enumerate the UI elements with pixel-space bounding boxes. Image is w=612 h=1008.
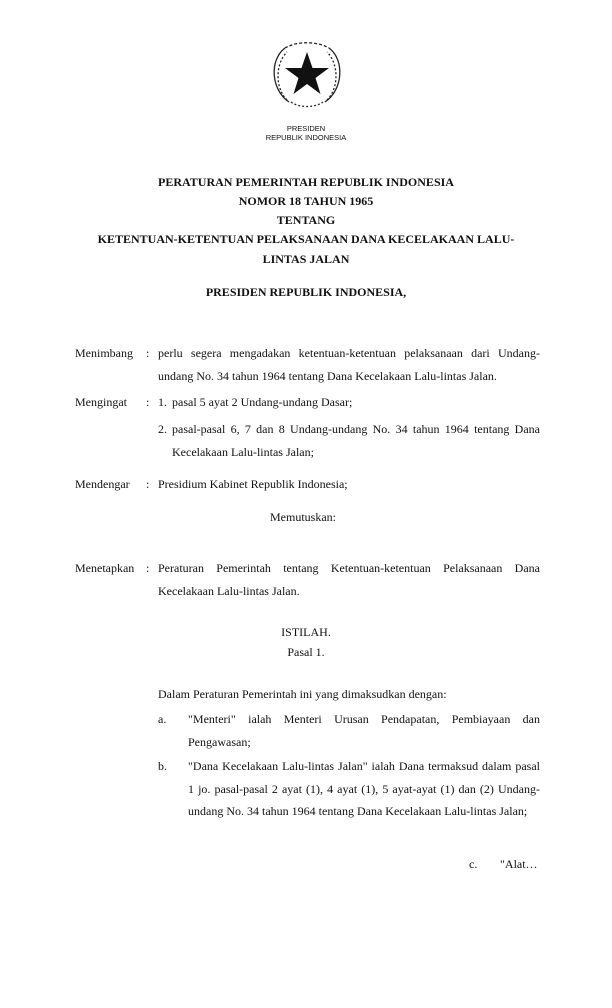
continuation-letter: c. bbox=[469, 857, 478, 871]
title-line: NOMOR 18 TAHUN 1965 bbox=[238, 194, 374, 208]
definition-text: "Menteri" ialah Menteri Urusan Pendapatan, Pembiayaan dan Pengawasan; bbox=[188, 712, 540, 749]
menetapkan-text: Peraturan Pemerintah tentang Ketentuan-ketentuan Pelaksanaan Dana Kecelakaan Lalu-lintas Jalan. bbox=[158, 561, 540, 598]
mengingat-label: Mengingat bbox=[75, 395, 127, 409]
garuda-emblem-icon bbox=[267, 38, 347, 112]
president-heading: PRESIDEN REPUBLIK INDONESIA, bbox=[205, 285, 407, 299]
continuation-text: "Alat… bbox=[500, 857, 538, 871]
intro-text: Dalam Peraturan Pemerintah ini yang dimaksudkan dengan: bbox=[158, 687, 447, 701]
mengingat-item-text: pasal 5 ayat 2 Undang-undang Dasar; bbox=[172, 395, 353, 409]
colon: : bbox=[146, 346, 150, 360]
colon: : bbox=[146, 561, 150, 575]
title-line: LINTAS JALAN bbox=[262, 252, 350, 266]
mendengar-label: Mendengar bbox=[75, 477, 130, 491]
emblem-caption-line1: PRESIDEN bbox=[286, 124, 326, 133]
title-line: PERATURAN PEMERINTAH REPUBLIK INDONESIA bbox=[158, 175, 454, 189]
emblem-caption-line2: REPUBLIK INDONESIA bbox=[265, 133, 347, 142]
item-letter: b. bbox=[158, 759, 167, 773]
title-line: TENTANG bbox=[276, 213, 336, 227]
menimbang-text bbox=[158, 342, 540, 387]
memutuskan-heading: Memutuskan: bbox=[270, 510, 336, 524]
pasal-heading: Pasal 1. bbox=[287, 645, 325, 659]
title-line: KETENTUAN-KETENTUAN PELAKSANAAN DANA KECELAKAAN LALU- bbox=[97, 232, 515, 246]
mendengar-text: Presidium Kabinet Republik Indonesia; bbox=[158, 477, 348, 491]
menimbang-label: Menimbang bbox=[75, 346, 133, 360]
colon: : bbox=[146, 395, 150, 409]
colon: : bbox=[146, 477, 150, 491]
section-heading: ISTILAH. bbox=[281, 625, 331, 639]
definition-text: "Dana Kecelakaan Lalu-lintas Jalan" ialah Dana termaksud dalam pasal 1 jo. pasal-pasal 2 ayat (1), 4 ayat (1), 5 ayat-ayat (1) dan (2) Undang-undang No. 34 tahun 1964 tentang Dana Kecelakaan Lalu-lintas Jalan; bbox=[188, 759, 540, 818]
menetapkan-label: Menetapkan bbox=[75, 561, 135, 575]
item-number: 2. bbox=[158, 422, 167, 436]
item-letter: a. bbox=[158, 712, 167, 726]
mengingat-item-text: pasal-pasal 6, 7 dan 8 Undang-undang No. 34 tahun 1964 tentang Dana Kecelakaan Lalu-lintas Jalan; bbox=[172, 422, 540, 459]
menimbang-text-content: perlu segera mengadakan ketentuan-ketentuan pelaksanaan dari Undang-undang No. 34 tahun 1964 tentang Dana Kecelakaan Lalu-lintas Jalan. bbox=[158, 346, 540, 383]
item-number: 1. bbox=[158, 395, 167, 409]
